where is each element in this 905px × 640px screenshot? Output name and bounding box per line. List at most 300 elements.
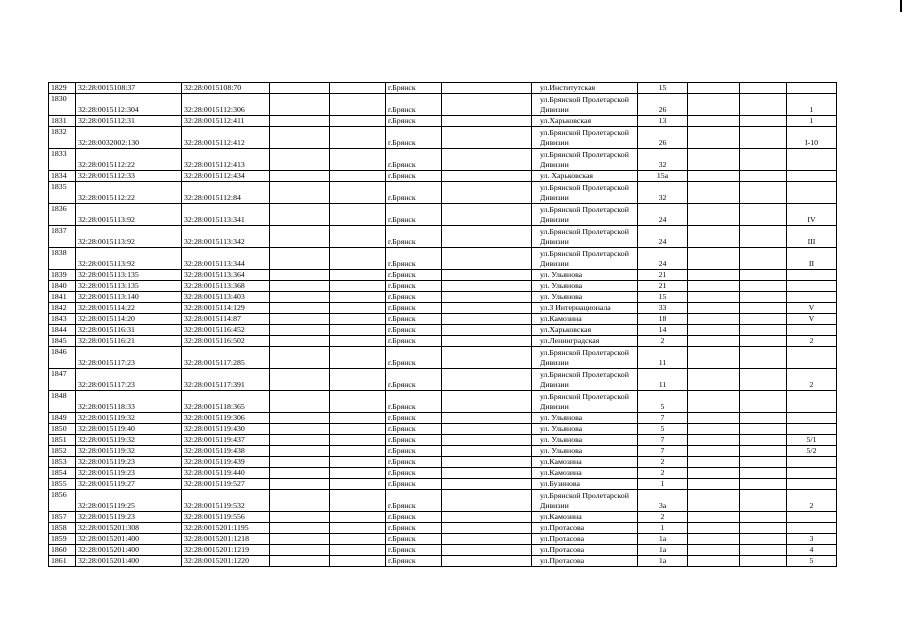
house-number-cell: 26 [638,127,688,149]
empty-cell [442,391,532,413]
empty-cell [270,248,330,270]
apartment-cell [787,479,837,490]
apartment-cell: II [787,248,837,270]
empty-cell [330,435,386,446]
empty-cell [442,347,532,369]
city-cell: г.Брянск [386,248,442,270]
street-cell: ул.Брянской Пролетарской Дивизии [532,127,638,149]
row-number-cell: 1830 [49,94,76,116]
row-number-cell: 1841 [49,292,76,303]
street-cell: ул.Протасова [532,545,638,556]
apartment-cell: 5/1 [787,435,837,446]
empty-cell [270,116,330,127]
empty-cell [442,534,532,545]
city-cell: г.Брянск [386,369,442,391]
apartment-cell [787,457,837,468]
page-edge-mark [900,0,902,12]
empty-cell [442,457,532,468]
row-number-cell: 1842 [49,303,76,314]
empty-cell [270,83,330,94]
house-number-cell: 24 [638,204,688,226]
table-row [49,149,837,171]
empty-cell [442,281,532,292]
table-row [49,270,837,281]
empty-cell [330,523,386,534]
cadastral-number-cell: 32:28:0015201:400 [76,534,182,545]
table-row [49,534,837,545]
row-number-cell: 1832 [49,127,76,149]
empty-cell [688,292,740,303]
table-row [49,391,837,413]
row-number-cell: 1853 [49,457,76,468]
apartment-cell: 1 [787,116,837,127]
cadastral-number-cell: 32:28:0015112:33 [76,171,182,182]
empty-cell [270,171,330,182]
object-cadastral-number-cell: 32:28:0015119:556 [182,512,270,523]
empty-cell [330,292,386,303]
empty-cell [740,391,787,413]
empty-cell [442,325,532,336]
city-cell: г.Брянск [386,424,442,435]
empty-cell [442,83,532,94]
object-cadastral-number-cell: 32:28:0015114:87 [182,314,270,325]
object-cadastral-number-cell: 32:28:0015113:344 [182,248,270,270]
object-cadastral-number-cell: 32:28:0015108:70 [182,83,270,94]
object-cadastral-number-cell: 32:28:0015119:440 [182,468,270,479]
table-row [49,314,837,325]
empty-cell [442,424,532,435]
empty-cell [330,149,386,171]
empty-cell [688,149,740,171]
row-number-cell: 1831 [49,116,76,127]
cadastral-number-cell: 32:28:0015119:32 [76,446,182,457]
house-number-cell: 2 [638,468,688,479]
city-cell: г.Брянск [386,523,442,534]
cadastral-number-cell: 32:28:0015113:92 [76,248,182,270]
empty-cell [740,490,787,512]
apartment-cell [787,171,837,182]
empty-cell [688,347,740,369]
empty-cell [270,391,330,413]
empty-cell [270,413,330,424]
object-cadastral-number-cell: 32:28:0015113:368 [182,281,270,292]
empty-cell [740,424,787,435]
street-cell: ул.Брянской Пролетарской Дивизии [532,182,638,204]
table-row [49,435,837,446]
object-cadastral-number-cell: 32:28:0015201:1195 [182,523,270,534]
empty-cell [330,94,386,116]
apartment-cell [787,149,837,171]
city-cell: г.Брянск [386,391,442,413]
street-cell: ул.Бузинова [532,479,638,490]
object-cadastral-number-cell: 32:28:0015112:412 [182,127,270,149]
empty-cell [688,479,740,490]
apartment-cell [787,281,837,292]
cadastral-number-cell: 32:28:0015113:135 [76,270,182,281]
empty-cell [270,182,330,204]
row-number-cell: 1860 [49,545,76,556]
house-number-cell: 1а [638,545,688,556]
empty-cell [330,83,386,94]
table-row [49,182,837,204]
house-number-cell: 15 [638,83,688,94]
empty-cell [688,270,740,281]
object-cadastral-number-cell: 32:28:0015119:532 [182,490,270,512]
empty-cell [688,369,740,391]
apartment-cell: 2 [787,369,837,391]
city-cell: г.Брянск [386,149,442,171]
empty-cell [688,226,740,248]
house-number-cell: 13 [638,116,688,127]
apartment-cell [787,182,837,204]
apartment-cell [787,83,837,94]
object-cadastral-number-cell: 32:28:0015116:502 [182,336,270,347]
empty-cell [270,149,330,171]
empty-cell [270,424,330,435]
empty-cell [330,545,386,556]
object-cadastral-number-cell: 32:28:0015118:365 [182,391,270,413]
apartment-cell: III [787,226,837,248]
apartment-cell [787,292,837,303]
empty-cell [740,347,787,369]
empty-cell [442,413,532,424]
city-cell: г.Брянск [386,413,442,424]
table-row [49,325,837,336]
empty-cell [688,435,740,446]
empty-cell [688,281,740,292]
street-cell: ул.Протасова [532,523,638,534]
street-cell: ул.Брянской Пролетарской Дивизии [532,94,638,116]
house-number-cell: 5 [638,424,688,435]
empty-cell [270,94,330,116]
empty-cell [442,171,532,182]
property-register-table [48,82,837,567]
house-number-cell: 2 [638,457,688,468]
empty-cell [442,435,532,446]
empty-cell [330,270,386,281]
street-cell: ул. Харьковская [532,171,638,182]
row-number-cell: 1839 [49,270,76,281]
empty-cell [688,534,740,545]
row-number-cell: 1847 [49,369,76,391]
empty-cell [740,457,787,468]
row-number-cell: 1835 [49,182,76,204]
city-cell: г.Брянск [386,490,442,512]
empty-cell [688,303,740,314]
table-row [49,424,837,435]
street-cell: ул.Харьковская [532,116,638,127]
empty-cell [442,303,532,314]
house-number-cell: 24 [638,226,688,248]
house-number-cell: 15а [638,171,688,182]
house-number-cell: 21 [638,281,688,292]
empty-cell [740,556,787,567]
row-number-cell: 1856 [49,490,76,512]
street-cell: ул.Брянской Пролетарской Дивизии [532,149,638,171]
empty-cell [740,468,787,479]
empty-cell [330,479,386,490]
house-number-cell: 14 [638,325,688,336]
empty-cell [270,457,330,468]
apartment-cell [787,270,837,281]
row-number-cell: 1834 [49,171,76,182]
cadastral-number-cell: 32:28:0015119:23 [76,468,182,479]
house-number-cell: 3а [638,490,688,512]
house-number-cell: 7 [638,446,688,457]
object-cadastral-number-cell: 32:28:0015112:413 [182,149,270,171]
empty-cell [688,446,740,457]
apartment-cell [787,424,837,435]
empty-cell [688,325,740,336]
city-cell: г.Брянск [386,94,442,116]
table-row [49,479,837,490]
table-row [49,94,837,116]
empty-cell [330,556,386,567]
empty-cell [330,512,386,523]
apartment-cell: 2 [787,490,837,512]
street-cell: ул.Ленинградская [532,336,638,347]
empty-cell [740,281,787,292]
row-number-cell: 1851 [49,435,76,446]
row-number-cell: 1849 [49,413,76,424]
apartment-cell [787,325,837,336]
apartment-cell: I-10 [787,127,837,149]
empty-cell [330,490,386,512]
street-cell: ул.Камозина [532,457,638,468]
row-number-cell: 1837 [49,226,76,248]
empty-cell [330,347,386,369]
street-cell: ул. Ульянова [532,270,638,281]
house-number-cell: 7 [638,413,688,424]
house-number-cell: 2 [638,512,688,523]
cadastral-number-cell: 32:28:0015114:20 [76,314,182,325]
empty-cell [442,523,532,534]
empty-cell [740,325,787,336]
house-number-cell: 1 [638,523,688,534]
empty-cell [270,479,330,490]
empty-cell [442,149,532,171]
apartment-cell [787,391,837,413]
street-cell: ул.Брянской Пролетарской Дивизии [532,248,638,270]
empty-cell [270,446,330,457]
street-cell: ул. Ульянова [532,413,638,424]
cadastral-number-cell: 32:28:0015117:23 [76,369,182,391]
empty-cell [442,248,532,270]
row-number-cell: 1844 [49,325,76,336]
empty-cell [330,182,386,204]
empty-cell [270,226,330,248]
house-number-cell: 24 [638,248,688,270]
city-cell: г.Брянск [386,545,442,556]
street-cell: ул.Брянской Пролетарской Дивизии [532,490,638,512]
empty-cell [740,369,787,391]
empty-cell [270,347,330,369]
empty-cell [740,523,787,534]
house-number-cell: 1а [638,534,688,545]
row-number-cell: 1840 [49,281,76,292]
street-cell: ул. Ульянова [532,292,638,303]
street-cell: ул.Камозина [532,468,638,479]
empty-cell [442,270,532,281]
city-cell: г.Брянск [386,116,442,127]
empty-cell [330,171,386,182]
city-cell: г.Брянск [386,303,442,314]
house-number-cell: 18 [638,314,688,325]
object-cadastral-number-cell: 32:28:0015117:391 [182,369,270,391]
empty-cell [688,512,740,523]
apartment-cell: IV [787,204,837,226]
empty-cell [270,468,330,479]
street-cell: ул.Протасова [532,556,638,567]
apartment-cell [787,512,837,523]
empty-cell [740,336,787,347]
city-cell: г.Брянск [386,314,442,325]
empty-cell [330,413,386,424]
house-number-cell: 7 [638,435,688,446]
row-number-cell: 1845 [49,336,76,347]
row-number-cell: 1836 [49,204,76,226]
object-cadastral-number-cell: 32:28:0015119:430 [182,424,270,435]
city-cell: г.Брянск [386,347,442,369]
empty-cell [330,314,386,325]
empty-cell [442,94,532,116]
cadastral-number-cell: 32:28:0015119:23 [76,512,182,523]
empty-cell [442,512,532,523]
empty-cell [740,413,787,424]
empty-cell [740,512,787,523]
city-cell: г.Брянск [386,226,442,248]
apartment-cell [787,523,837,534]
empty-cell [442,292,532,303]
empty-cell [330,391,386,413]
apartment-cell: 5/2 [787,446,837,457]
table-row [49,171,837,182]
object-cadastral-number-cell: 32:28:0015119:438 [182,446,270,457]
empty-cell [688,83,740,94]
street-cell: ул.Брянской Пролетарской Дивизии [532,369,638,391]
table-row [49,292,837,303]
empty-cell [688,204,740,226]
apartment-cell [787,468,837,479]
empty-cell [442,226,532,248]
cadastral-number-cell: 32:28:0015108:37 [76,83,182,94]
empty-cell [688,116,740,127]
empty-cell [330,336,386,347]
cadastral-number-cell: 32:28:0015113:140 [76,292,182,303]
table-row [49,127,837,149]
empty-cell [740,479,787,490]
empty-cell [442,490,532,512]
object-cadastral-number-cell: 32:28:0015201:1220 [182,556,270,567]
empty-cell [442,336,532,347]
cadastral-number-cell: 32:28:0015119:25 [76,490,182,512]
object-cadastral-number-cell: 32:28:0015113:364 [182,270,270,281]
apartment-cell: V [787,303,837,314]
empty-cell [270,314,330,325]
empty-cell [442,468,532,479]
empty-cell [740,171,787,182]
row-number-cell: 1848 [49,391,76,413]
city-cell: г.Брянск [386,127,442,149]
row-number-cell: 1857 [49,512,76,523]
empty-cell [688,336,740,347]
empty-cell [442,204,532,226]
street-cell: ул. Ульянова [532,424,638,435]
object-cadastral-number-cell: 32:28:0015119:439 [182,457,270,468]
table-row [49,446,837,457]
empty-cell [688,127,740,149]
object-cadastral-number-cell: 32:28:0015119:306 [182,413,270,424]
cadastral-number-cell: 32:28:0032002:130 [76,127,182,149]
empty-cell [442,556,532,567]
house-number-cell: 15 [638,292,688,303]
empty-cell [330,248,386,270]
city-cell: г.Брянск [386,325,442,336]
apartment-cell: V [787,314,837,325]
table-row [49,556,837,567]
empty-cell [270,545,330,556]
empty-cell [688,182,740,204]
city-cell: г.Брянск [386,457,442,468]
cadastral-number-cell: 32:28:0015201:308 [76,523,182,534]
house-number-cell: 21 [638,270,688,281]
street-cell: ул.Протасова [532,534,638,545]
object-cadastral-number-cell: 32:28:0015119:437 [182,435,270,446]
cadastral-number-cell: 32:28:0015201:400 [76,556,182,567]
empty-cell [740,226,787,248]
row-number-cell: 1846 [49,347,76,369]
city-cell: г.Брянск [386,281,442,292]
empty-cell [740,270,787,281]
street-cell: ул.Брянской Пролетарской Дивизии [532,347,638,369]
empty-cell [442,127,532,149]
empty-cell [442,545,532,556]
cadastral-number-cell: 32:28:0015113:135 [76,281,182,292]
row-number-cell: 1833 [49,149,76,171]
table-row [49,468,837,479]
house-number-cell: 26 [638,94,688,116]
cadastral-number-cell: 32:28:0015112:31 [76,116,182,127]
cadastral-number-cell: 32:28:0015119:32 [76,435,182,446]
empty-cell [688,490,740,512]
object-cadastral-number-cell: 32:28:0015112:411 [182,116,270,127]
empty-cell [330,281,386,292]
empty-cell [688,457,740,468]
empty-cell [442,314,532,325]
object-cadastral-number-cell: 32:28:0015119:527 [182,479,270,490]
empty-cell [270,336,330,347]
apartment-cell [787,347,837,369]
empty-cell [270,534,330,545]
table-row [49,281,837,292]
empty-cell [740,248,787,270]
cadastral-number-cell: 32:28:0015112:22 [76,149,182,171]
empty-cell [688,391,740,413]
empty-cell [442,479,532,490]
empty-cell [270,292,330,303]
empty-cell [740,435,787,446]
empty-cell [740,545,787,556]
row-number-cell: 1858 [49,523,76,534]
empty-cell [330,325,386,336]
cadastral-number-cell: 32:28:0015112:304 [76,94,182,116]
apartment-cell: 4 [787,545,837,556]
table-row [49,336,837,347]
city-cell: г.Брянск [386,171,442,182]
empty-cell [740,303,787,314]
empty-cell [270,204,330,226]
house-number-cell: 33 [638,303,688,314]
